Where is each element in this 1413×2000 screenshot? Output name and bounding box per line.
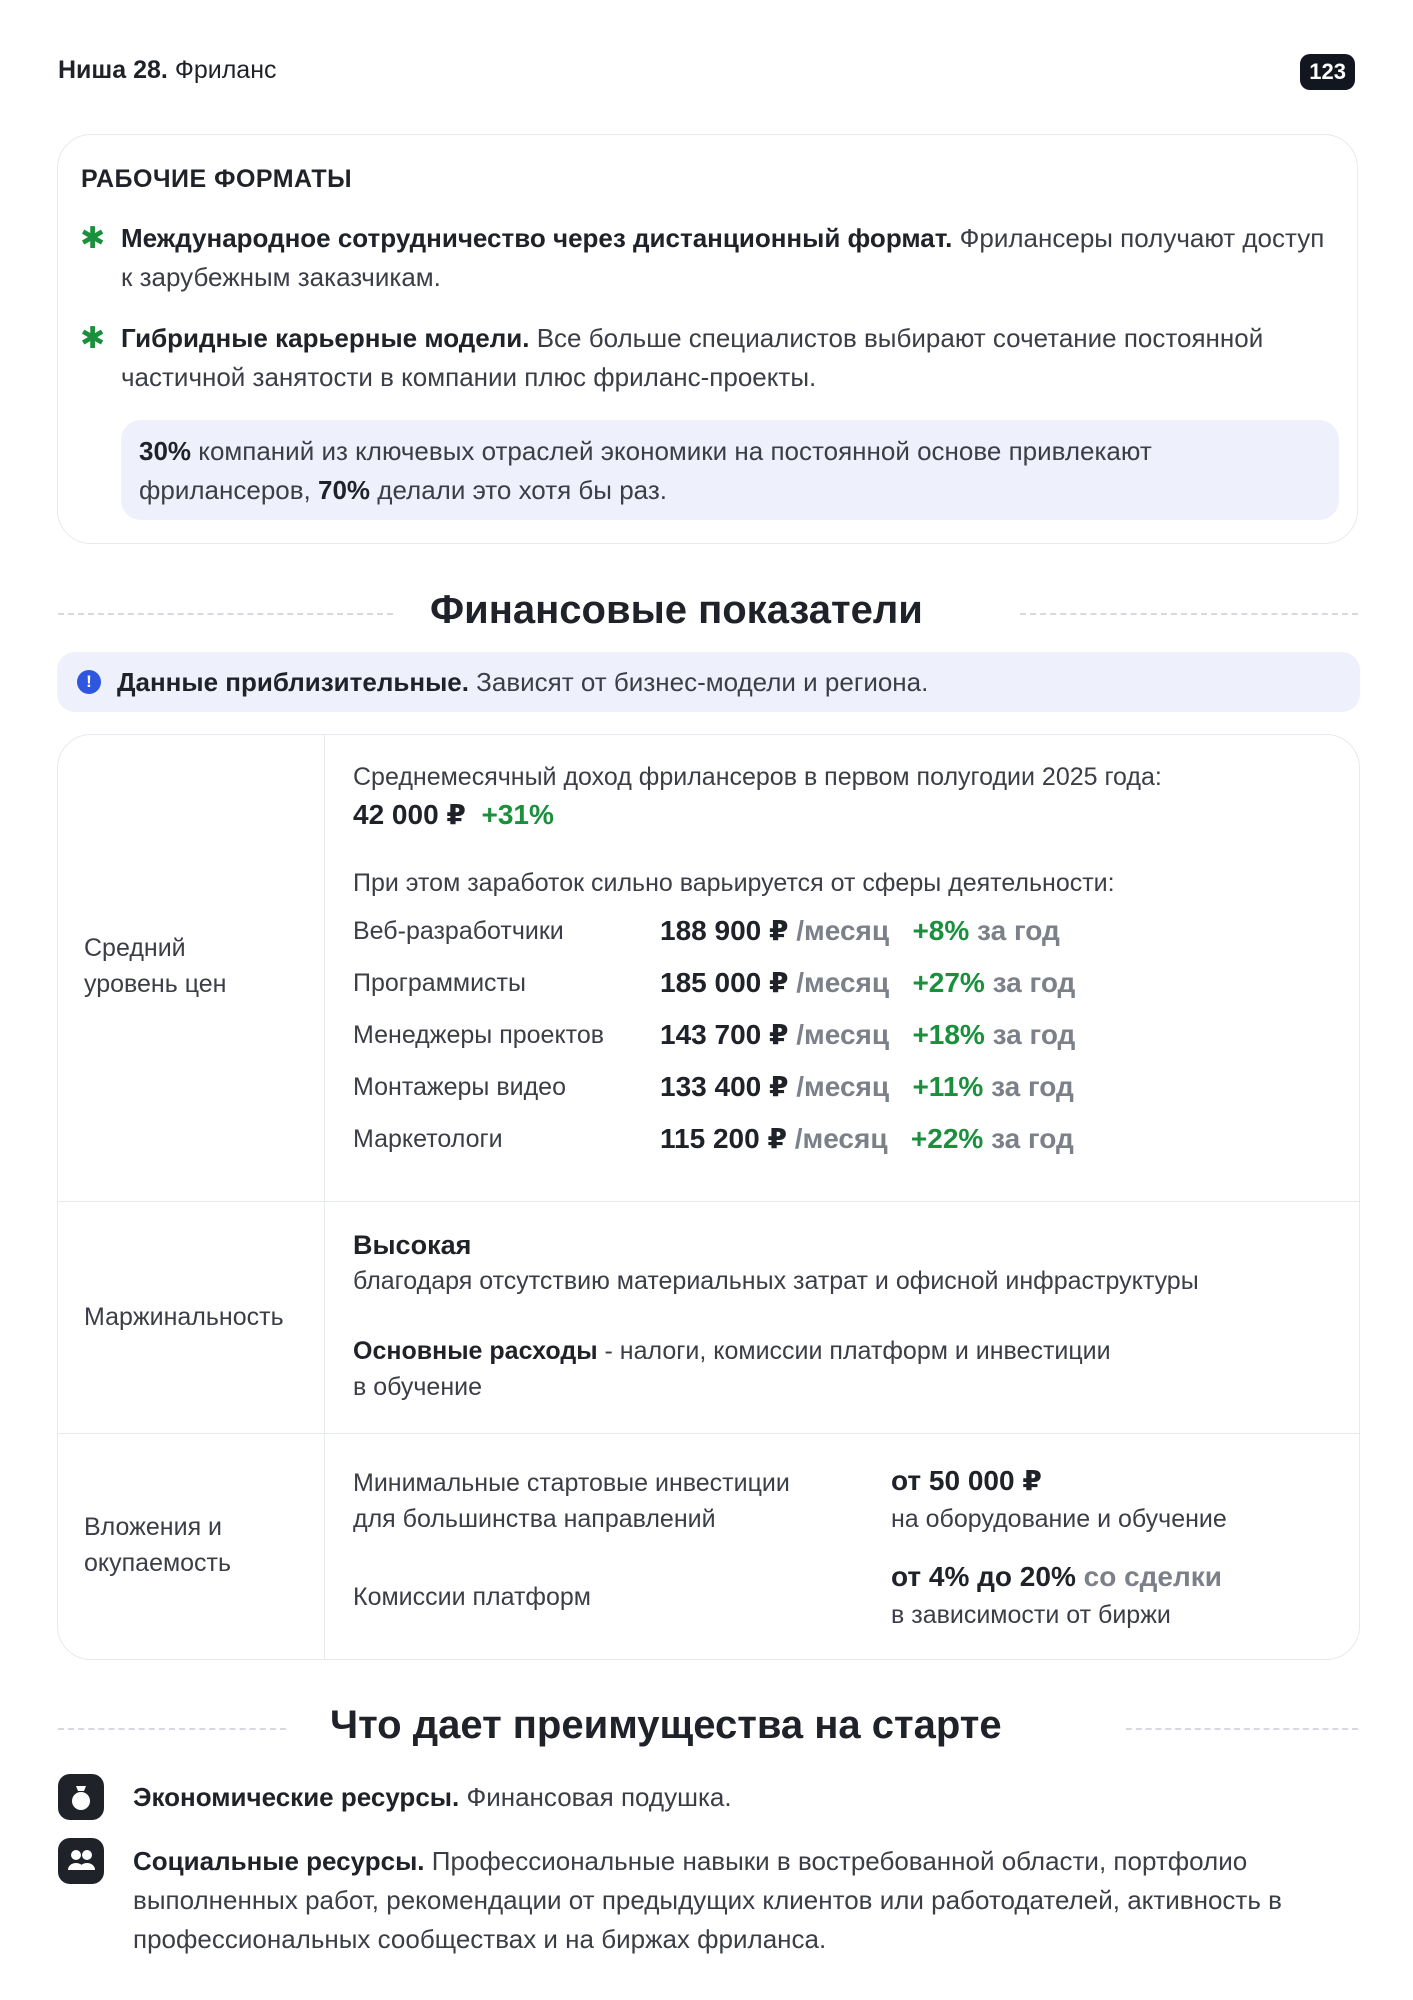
- format-item-bold: Международное сотрудничество через дистанционный формат.: [121, 223, 953, 253]
- format-item-text: Фрилансеры получают доступ к зарубежным заказчикам.: [121, 223, 1325, 292]
- dashed-divider: [58, 613, 393, 615]
- advantage-text: Экономические ресурсы. Финансовая подушка.: [133, 1782, 732, 1812]
- start-investment-note: на оборудование и обучение: [891, 1505, 1227, 1533]
- start-investment-value: от 50 000 ₽: [891, 1465, 1042, 1496]
- format-item-international: [121, 219, 1341, 297]
- row-label-margin: Маржинальность: [84, 1303, 284, 1331]
- profession-row-project-managers: [353, 1015, 1253, 1055]
- niche-title: [58, 56, 277, 85]
- column-divider: [324, 735, 325, 1659]
- advantage-text: Социальные ресурсы. Профессиональные навыки в востребованной области, портфолио выполненных работ, рекомендации от предыдущих клиентов или работодателей, активность в профессиональных сообществах и на биржах фриланса.: [133, 1846, 1282, 1954]
- work-formats-card: [57, 134, 1358, 544]
- profession-row-web-developers: [353, 911, 1253, 951]
- finance-table: [57, 734, 1360, 1660]
- profession-row-video-editors: [353, 1067, 1253, 1107]
- row-divider: [58, 1433, 1359, 1434]
- finance-section-heading: [58, 588, 1358, 638]
- avg-income-growth: +31%: [481, 799, 554, 830]
- profession-income: 143 700 ₽ /месяц +18% за год: [660, 1019, 1076, 1050]
- dashed-divider: [1020, 613, 1358, 615]
- page-number: 123: [1300, 54, 1355, 90]
- niche-name: Фриланс: [174, 56, 277, 84]
- stat-highlight-box: [121, 420, 1339, 520]
- notice-text: Зависят от бизнес-модели и региона.: [468, 667, 929, 697]
- advantages-section-title: Что дает преимущества на старте: [330, 1703, 1002, 1747]
- profession-name: Маркетологи: [353, 1125, 503, 1153]
- platform-commission-value: от 4% до 20% со сделки: [891, 1561, 1223, 1592]
- profession-name: Менеджеры проектов: [353, 1021, 605, 1049]
- star-icon: ✱: [80, 322, 106, 355]
- profession-name: Программисты: [353, 969, 526, 997]
- main-costs-continued: в обучение: [353, 1373, 483, 1401]
- star-icon: ✱: [80, 222, 106, 255]
- advantages-section-heading: [58, 1703, 1358, 1753]
- platform-commission-label: Комиссии платформ: [353, 1583, 591, 1611]
- dashed-divider: [58, 1728, 286, 1730]
- exclamation-icon: !: [77, 670, 101, 694]
- format-item-text: Все больше специалистов выбирают сочетание постоянной частичной занятости в компании плюс фриланс-проекты.: [121, 323, 1264, 392]
- margin-level: Высокая: [353, 1230, 472, 1260]
- money-bag-icon: [58, 1774, 104, 1820]
- work-formats-title: РАБОЧИЕ ФОРМАТЫ: [81, 165, 353, 193]
- stat-percent-30: 30%: [139, 436, 192, 466]
- format-item-bold: Гибридные карьерные модели.: [121, 323, 530, 353]
- stat-text-2: делали это хотя бы раз.: [370, 475, 667, 505]
- format-item-hybrid: [121, 319, 1341, 397]
- profession-income: 188 900 ₽ /месяц +8% за год: [660, 915, 1060, 946]
- avg-income-value: 42 000 ₽ +31%: [353, 799, 554, 830]
- profession-income: 115 200 ₽ /месяц +22% за год: [660, 1123, 1074, 1154]
- profession-row-marketers: [353, 1119, 1253, 1159]
- dashed-divider: [1126, 1728, 1358, 1730]
- profession-row-programmers: [353, 963, 1253, 1003]
- page-header: [58, 54, 1355, 90]
- start-investment-label: Минимальные стартовые инвестиции для большинства направлений: [353, 1469, 790, 1533]
- people-icon: [58, 1838, 104, 1884]
- stat-percent-70: 70%: [318, 475, 371, 505]
- stat-text-1: компаний из ключевых отраслей экономики на постоянной основе привлекают фрилансеров,: [139, 436, 1152, 505]
- avg-income-intro: Среднемесячный доход фрилансеров в первом полугодии 2025 года:: [353, 763, 1162, 791]
- main-costs: Основные расходы - налоги, комиссии платформ и инвестиции: [353, 1337, 1111, 1365]
- row-label-investment: Вложения и окупаемость: [84, 1513, 232, 1577]
- platform-commission-note: в зависимости от биржи: [891, 1601, 1171, 1629]
- row-label-price-level: Средний уровень цен: [84, 934, 227, 998]
- approximate-data-notice: [57, 652, 1360, 712]
- profession-name: Монтажеры видео: [353, 1073, 566, 1101]
- finance-section-title: Финансовые показатели: [430, 588, 923, 632]
- profession-name: Веб-разработчики: [353, 917, 564, 945]
- notice-bold: Данные приблизительные.: [117, 667, 469, 697]
- margin-reason: благодаря отсутствию материальных затрат и офисной инфраструктуры: [353, 1267, 1199, 1295]
- income-variation-text: При этом заработок сильно варьируется от сферы деятельности:: [353, 869, 1115, 897]
- profession-income: 133 400 ₽ /месяц +11% за год: [660, 1071, 1074, 1102]
- row-divider: [58, 1201, 1359, 1202]
- niche-label: Ниша 28.: [58, 56, 168, 84]
- profession-income: 185 000 ₽ /месяц +27% за год: [660, 967, 1076, 998]
